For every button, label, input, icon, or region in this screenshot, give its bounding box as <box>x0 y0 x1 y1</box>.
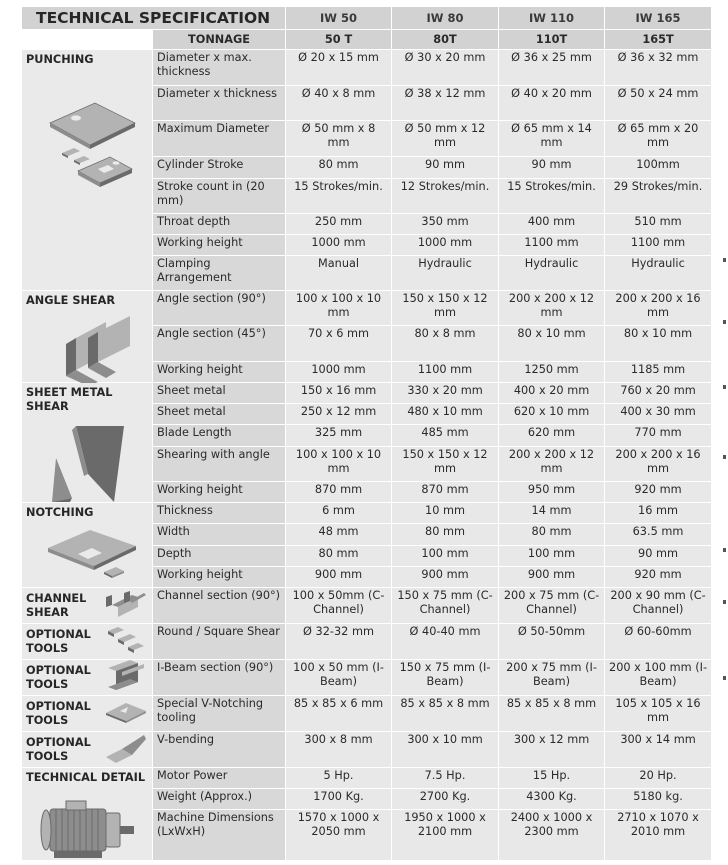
value-cell: 90 mm <box>392 157 499 178</box>
table-row <box>22 660 712 696</box>
edge-mark <box>723 385 726 389</box>
i-beam-icon <box>104 660 148 696</box>
model-header: IW 80 <box>392 7 499 30</box>
value-cell: 2700 Kg. <box>392 789 499 810</box>
parameter-cell: Weight (Approx.) <box>153 789 286 810</box>
value-cell: Ø 40 x 20 mm <box>499 86 605 121</box>
tonnage-value: 50 T <box>286 30 392 50</box>
value-cell: 300 x 12 mm <box>499 732 605 768</box>
value-cell: 920 mm <box>605 566 712 587</box>
value-cell: 6 mm <box>286 503 392 524</box>
tonnage-value: 165T <box>605 30 712 50</box>
tonnage-row <box>22 30 712 50</box>
punched-plates-icon <box>40 83 140 207</box>
parameter-cell: Motor Power <box>153 768 286 789</box>
value-cell: 200 x 100 mm (I-Beam) <box>605 660 712 696</box>
parameter-cell: Cylinder Stroke <box>153 157 286 178</box>
parameter-cell: Shearing with angle <box>153 446 286 481</box>
v-notched-plate-icon <box>104 697 148 731</box>
electric-motor-icon <box>40 799 136 865</box>
value-cell: 1000 mm <box>392 234 499 255</box>
value-cell: 100mm <box>605 157 712 178</box>
edge-mark <box>723 455 726 459</box>
value-cell: 620 mm <box>499 425 605 446</box>
section-label: PUNCHING <box>26 53 94 66</box>
value-cell: 7.5 Hp. <box>392 768 499 789</box>
value-cell: 870 mm <box>286 481 392 502</box>
table-row <box>22 50 712 86</box>
value-cell: 485 mm <box>392 425 499 446</box>
value-cell: 150 x 75 mm (C-Channel) <box>392 588 499 624</box>
parameter-cell: Throat depth <box>153 213 286 234</box>
value-cell: Ø 40-40 mm <box>392 624 499 660</box>
value-cell: 620 x 10 mm <box>499 404 605 425</box>
angle-section-icon <box>46 316 136 390</box>
value-cell: 85 x 85 x 6 mm <box>286 696 392 732</box>
value-cell: 90 mm <box>605 545 712 566</box>
parameter-cell: Width <box>153 524 286 545</box>
value-cell: 20 Hp. <box>605 768 712 789</box>
value-cell: 1000 mm <box>286 361 392 382</box>
value-cell: 80 mm <box>286 545 392 566</box>
value-cell: 150 x 75 mm (I-Beam) <box>392 660 499 696</box>
value-cell: 5 Hp. <box>286 768 392 789</box>
value-cell: 100 x 50 mm (I-Beam) <box>286 660 392 696</box>
value-cell: 80 mm <box>499 524 605 545</box>
edge-mark <box>723 600 726 604</box>
value-cell: 480 x 10 mm <box>392 404 499 425</box>
parameter-cell: Working height <box>153 361 286 382</box>
section-cell <box>22 624 153 660</box>
section-label: OPTIONAL TOOLS <box>26 735 91 763</box>
value-cell: Ø 65 mm x 20 mm <box>605 121 712 157</box>
value-cell: 1950 x 1000 x 2100 mm <box>392 810 499 861</box>
value-cell: Ø 20 x 15 mm <box>286 50 392 86</box>
value-cell: 100 mm <box>392 545 499 566</box>
parameter-cell: Stroke count in (20 mm) <box>153 178 286 213</box>
value-cell: 200 x 200 x 12 mm <box>499 291 605 326</box>
value-cell: 70 x 6 mm <box>286 326 392 361</box>
table-row <box>22 291 712 326</box>
value-cell: 330 x 20 mm <box>392 383 499 404</box>
value-cell: 2400 x 1000 x 2300 mm <box>499 810 605 861</box>
parameter-cell: I-Beam section (90°) <box>153 660 286 696</box>
value-cell: 85 x 85 x 8 mm <box>392 696 499 732</box>
value-cell: 150 x 150 x 12 mm <box>392 446 499 481</box>
value-cell: 15 Strokes/min. <box>286 178 392 213</box>
parameter-cell: Working height <box>153 566 286 587</box>
value-cell: Hydraulic <box>392 255 499 290</box>
value-cell: 1000 mm <box>286 234 392 255</box>
value-cell: 250 x 12 mm <box>286 404 392 425</box>
parameter-cell: Thickness <box>153 503 286 524</box>
parameter-cell: Depth <box>153 545 286 566</box>
parameter-cell: Diameter x thickness <box>153 86 286 121</box>
value-cell: Hydraulic <box>499 255 605 290</box>
edge-mark <box>723 320 726 324</box>
value-cell: 770 mm <box>605 425 712 446</box>
round-square-bars-icon <box>104 625 148 659</box>
section-cell <box>22 383 153 503</box>
value-cell: 950 mm <box>499 481 605 502</box>
value-cell: 1570 x 1000 x 2050 mm <box>286 810 392 861</box>
parameter-cell: Channel section (90°) <box>153 588 286 624</box>
value-cell: 16 mm <box>605 503 712 524</box>
value-cell: 80 x 10 mm <box>605 326 712 361</box>
value-cell: 350 mm <box>392 213 499 234</box>
value-cell: 900 mm <box>499 566 605 587</box>
tonnage-value: 110T <box>499 30 605 50</box>
value-cell: 85 x 85 x 8 mm <box>499 696 605 732</box>
value-cell: 400 mm <box>499 213 605 234</box>
edge-mark <box>723 548 726 552</box>
value-cell: 510 mm <box>605 213 712 234</box>
value-cell: 300 x 10 mm <box>392 732 499 768</box>
parameter-cell: Blade Length <box>153 425 286 446</box>
value-cell: 12 Strokes/min. <box>392 178 499 213</box>
value-cell: 80 x 8 mm <box>392 326 499 361</box>
table-row <box>22 588 712 624</box>
table-row <box>22 624 712 660</box>
value-cell: 100 x 100 x 10 mm <box>286 446 392 481</box>
value-cell: 100 x 100 x 10 mm <box>286 291 392 326</box>
value-cell: Ø 50 mm x 8 mm <box>286 121 392 157</box>
parameter-cell: Special V-Notching tooling <box>153 696 286 732</box>
table-row <box>22 383 712 404</box>
value-cell: Ø 50-50mm <box>499 624 605 660</box>
section-cell <box>22 588 153 624</box>
section-cell <box>22 696 153 732</box>
value-cell: 1100 mm <box>605 234 712 255</box>
value-cell: Ø 38 x 12 mm <box>392 86 499 121</box>
tonnage-value: 80T <box>392 30 499 50</box>
model-header: IW 110 <box>499 7 605 30</box>
table-row <box>22 732 712 768</box>
header-row <box>22 7 712 30</box>
sheared-plate-icon <box>40 424 130 508</box>
value-cell: 200 x 75 mm (I-Beam) <box>499 660 605 696</box>
section-label: OPTIONAL TOOLS <box>26 699 91 727</box>
section-label: NOTCHING <box>26 506 94 519</box>
edge-mark <box>723 258 726 262</box>
section-label: CHANNEL SHEAR <box>26 591 87 619</box>
value-cell: 100 x 50mm (C-Channel) <box>286 588 392 624</box>
parameter-cell: Diameter x max. thickness <box>153 50 286 86</box>
value-cell: 920 mm <box>605 481 712 502</box>
value-cell: 1100 mm <box>392 361 499 382</box>
table-row <box>22 696 712 732</box>
value-cell: Ø 65 mm x 14 mm <box>499 121 605 157</box>
value-cell: 48 mm <box>286 524 392 545</box>
section-label: SHEET METAL SHEAR <box>26 386 113 413</box>
value-cell: Ø 60-60mm <box>605 624 712 660</box>
value-cell: 80 x 10 mm <box>499 326 605 361</box>
value-cell: 900 mm <box>392 566 499 587</box>
value-cell: Manual <box>286 255 392 290</box>
value-cell: 200 x 75 mm (C-Channel) <box>499 588 605 624</box>
notched-plate-icon <box>40 522 140 586</box>
value-cell: 1100 mm <box>499 234 605 255</box>
parameter-cell: V-bending <box>153 732 286 768</box>
value-cell: 1185 mm <box>605 361 712 382</box>
table-row <box>22 503 712 524</box>
section-cell <box>22 291 153 383</box>
parameter-cell: Angle section (90°) <box>153 291 286 326</box>
value-cell: 870 mm <box>392 481 499 502</box>
model-header: IW 50 <box>286 7 392 30</box>
section-cell <box>22 732 153 768</box>
value-cell: 100 mm <box>499 545 605 566</box>
value-cell: 4300 Kg. <box>499 789 605 810</box>
parameter-cell: Angle section (45°) <box>153 326 286 361</box>
value-cell: 200 x 200 x 16 mm <box>605 446 712 481</box>
value-cell: Ø 30 x 20 mm <box>392 50 499 86</box>
value-cell: Ø 50 mm x 12 mm <box>392 121 499 157</box>
parameter-cell: Working height <box>153 481 286 502</box>
value-cell: 400 x 30 mm <box>605 404 712 425</box>
parameter-cell: Working height <box>153 234 286 255</box>
section-label: OPTIONAL TOOLS <box>26 663 91 691</box>
section-cell <box>22 660 153 696</box>
value-cell: 29 Strokes/min. <box>605 178 712 213</box>
value-cell: 325 mm <box>286 425 392 446</box>
value-cell: Ø 32-32 mm <box>286 624 392 660</box>
value-cell: 300 x 8 mm <box>286 732 392 768</box>
value-cell: 90 mm <box>499 157 605 178</box>
blank-cell <box>22 30 153 50</box>
value-cell: 14 mm <box>499 503 605 524</box>
value-cell: 10 mm <box>392 503 499 524</box>
table-row <box>22 768 712 789</box>
section-label: OPTIONAL TOOLS <box>26 627 91 655</box>
section-cell <box>22 503 153 588</box>
edge-mark <box>723 676 726 680</box>
value-cell: Ø 40 x 8 mm <box>286 86 392 121</box>
value-cell: 5180 kg. <box>605 789 712 810</box>
value-cell: 760 x 20 mm <box>605 383 712 404</box>
value-cell: 900 mm <box>286 566 392 587</box>
value-cell: 105 x 105 x 16 mm <box>605 696 712 732</box>
table-body <box>22 50 712 861</box>
value-cell: Ø 50 x 24 mm <box>605 86 712 121</box>
value-cell: 200 x 90 mm (C-Channel) <box>605 588 712 624</box>
v-bent-plate-icon <box>104 733 148 767</box>
tonnage-label: TONNAGE <box>153 30 286 50</box>
section-cell <box>22 50 153 291</box>
value-cell: Hydraulic <box>605 255 712 290</box>
parameter-cell: Clamping Arrangement <box>153 255 286 290</box>
value-cell: 400 x 20 mm <box>499 383 605 404</box>
parameter-cell: Sheet metal <box>153 383 286 404</box>
value-cell: 15 Hp. <box>499 768 605 789</box>
value-cell: Ø 36 x 25 mm <box>499 50 605 86</box>
value-cell: 250 mm <box>286 213 392 234</box>
section-label: ANGLE SHEAR <box>26 294 116 307</box>
value-cell: 150 x 150 x 12 mm <box>392 291 499 326</box>
value-cell: 200 x 200 x 16 mm <box>605 291 712 326</box>
section-cell <box>22 768 153 861</box>
value-cell: 300 x 14 mm <box>605 732 712 768</box>
table-title: TECHNICAL SPECIFICATION <box>22 7 286 30</box>
parameter-cell: Machine Dimensions (LxWxH) <box>153 810 286 861</box>
section-label: TECHNICAL DETAIL <box>26 771 146 784</box>
value-cell: 1250 mm <box>499 361 605 382</box>
technical-specification-table <box>21 6 712 861</box>
value-cell: 80 mm <box>286 157 392 178</box>
value-cell: 15 Strokes/min. <box>499 178 605 213</box>
parameter-cell: Sheet metal <box>153 404 286 425</box>
value-cell: 2710 x 1070 x 2010 mm <box>605 810 712 861</box>
channel-profile-icon <box>104 589 148 623</box>
value-cell: 80 mm <box>392 524 499 545</box>
value-cell: Ø 36 x 32 mm <box>605 50 712 86</box>
value-cell: 63.5 mm <box>605 524 712 545</box>
model-header: IW 165 <box>605 7 712 30</box>
parameter-cell: Maximum Diameter <box>153 121 286 157</box>
value-cell: 1700 Kg. <box>286 789 392 810</box>
value-cell: 150 x 16 mm <box>286 383 392 404</box>
value-cell: 200 x 200 x 12 mm <box>499 446 605 481</box>
parameter-cell: Round / Square Shear <box>153 624 286 660</box>
